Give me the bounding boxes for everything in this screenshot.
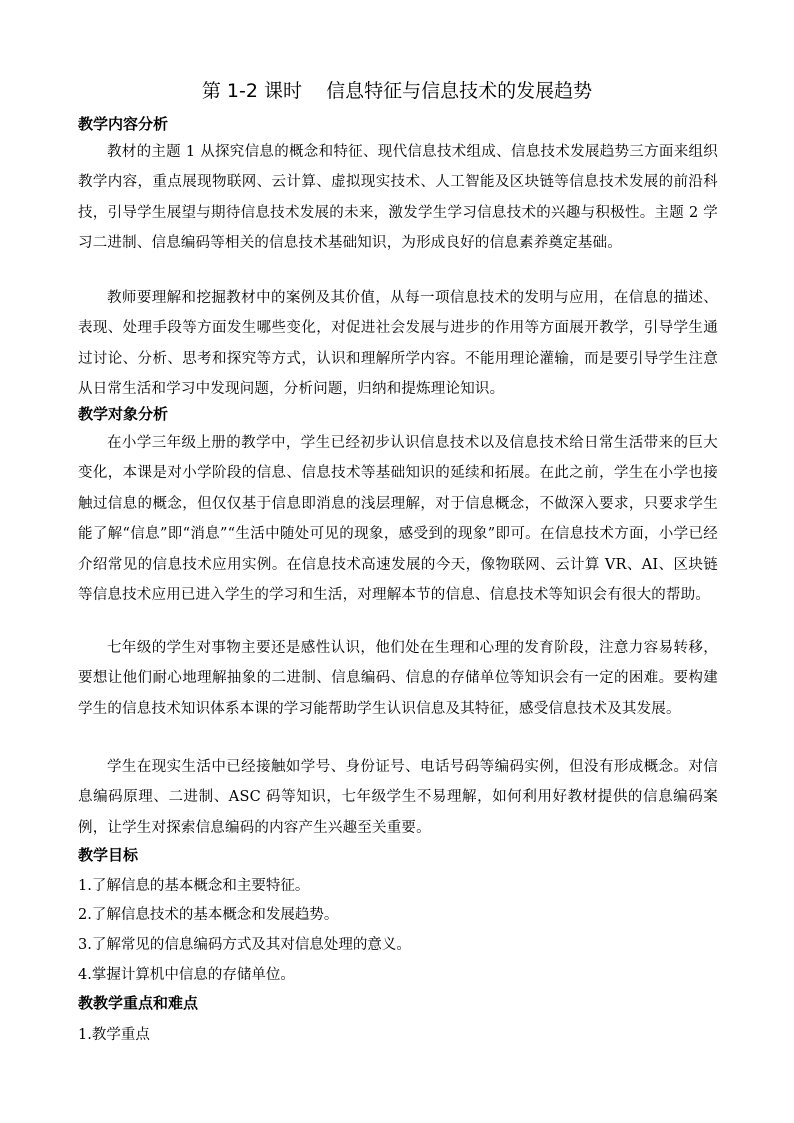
section-heading-content-analysis: 教学内容分析 (78, 115, 169, 133)
paragraph: 七年级的学生对事物主要还是感性认识，他们处在生理和心理的发育阶段，注意力容易转移，要想让他们耐心地理解抽象的二进制、信息编码、信息的存储单位等知识会有一定的困难。要构建学生的信息技术知识体系本课的学习能帮助学生认识信息及其特征，感受信息技术及其发展。 (78, 640, 718, 717)
objective-item: 1.了解信息的基本概念和主要特征。 (78, 878, 310, 894)
section-heading-key-points: 教教学重点和难点 (78, 994, 199, 1012)
objective-item: 2.了解信息技术的基本概念和发展趋势。 (78, 907, 339, 923)
key-point-item: 1.教学重点 (78, 1027, 150, 1043)
page-title: 第 1-2 课时 信息特征与信息技术的发展趋势 (201, 80, 593, 102)
paragraph: 教师要理解和挖掘教材中的案例及其价值，从每一项信息技术的发明与应用，在信息的描述、表现、处理手段等方面发生哪些变化，对促进社会发展与进步的作用等方面展开教学，引导学生通过讨论、分析、思考和探究等方式，认识和理解所学内容。不能用理论灌输，而是要引导学生注意从日常生活和学习中发现问题，分析问题，归纳和提炼理论知识。 (78, 290, 718, 398)
paragraph: 教材的主题 1 从探究信息的概念和特征、现代信息技术组成、信息技术发展趋势三方面来组织教学内容，重点展现物联网、云计算、虚拟现实技术、人工智能及区块链等信息技术发展的前沿科技，引导学生展望与期待信息技术发展的未来，激发学生学习信息技术的兴趣与积极性。主题 2 学习二进制、信息编码等相关的信息技术基础知识，为形成良好的信息素养奠定基础。 (78, 144, 718, 252)
paragraph: 学生在现实生活中已经接触如学号、身份证号、电话号码等编码实例，但没有形成概念。对信息编码原理、二进制、ASC 码等知识，七年级学生不易理解，如何利用好教材提供的信息编码案例，让学生对探索信息编码的内容产生兴趣至关重要。 (78, 759, 718, 836)
paragraph: 在小学三年级上册的教学中，学生已经初步认识信息技术以及信息技术给日常生活带来的巨大变化，本课是对小学阶段的信息、信息技术等基础知识的延续和拓展。在此之前，学生在小学也接触过信息的概念，但仅仅基于信息即消息的浅层理解，对于信息概念，不做深入要求，只要求学生能了解“信息”即“消息”“生活中随处可见的现象，感受到的现象”即可。在信息技术方面，小学已经介绍常见的信息技术应用实例。在信息技术高速发展的今天，像物联网、云计算 VR、AI、区块链等信息技术应用已进入学生的学习和生活，对理解本节的信息、信息技术等知识会有很大的帮助。 (78, 435, 718, 604)
section-heading-objectives: 教学目标 (78, 846, 139, 864)
objective-item: 3.了解常见的信息编码方式及其对信息处理的意义。 (78, 937, 411, 953)
objective-item: 4.掌握计算机中信息的存储单位。 (78, 967, 295, 983)
section-heading-student-analysis: 教学对象分析 (78, 405, 169, 423)
